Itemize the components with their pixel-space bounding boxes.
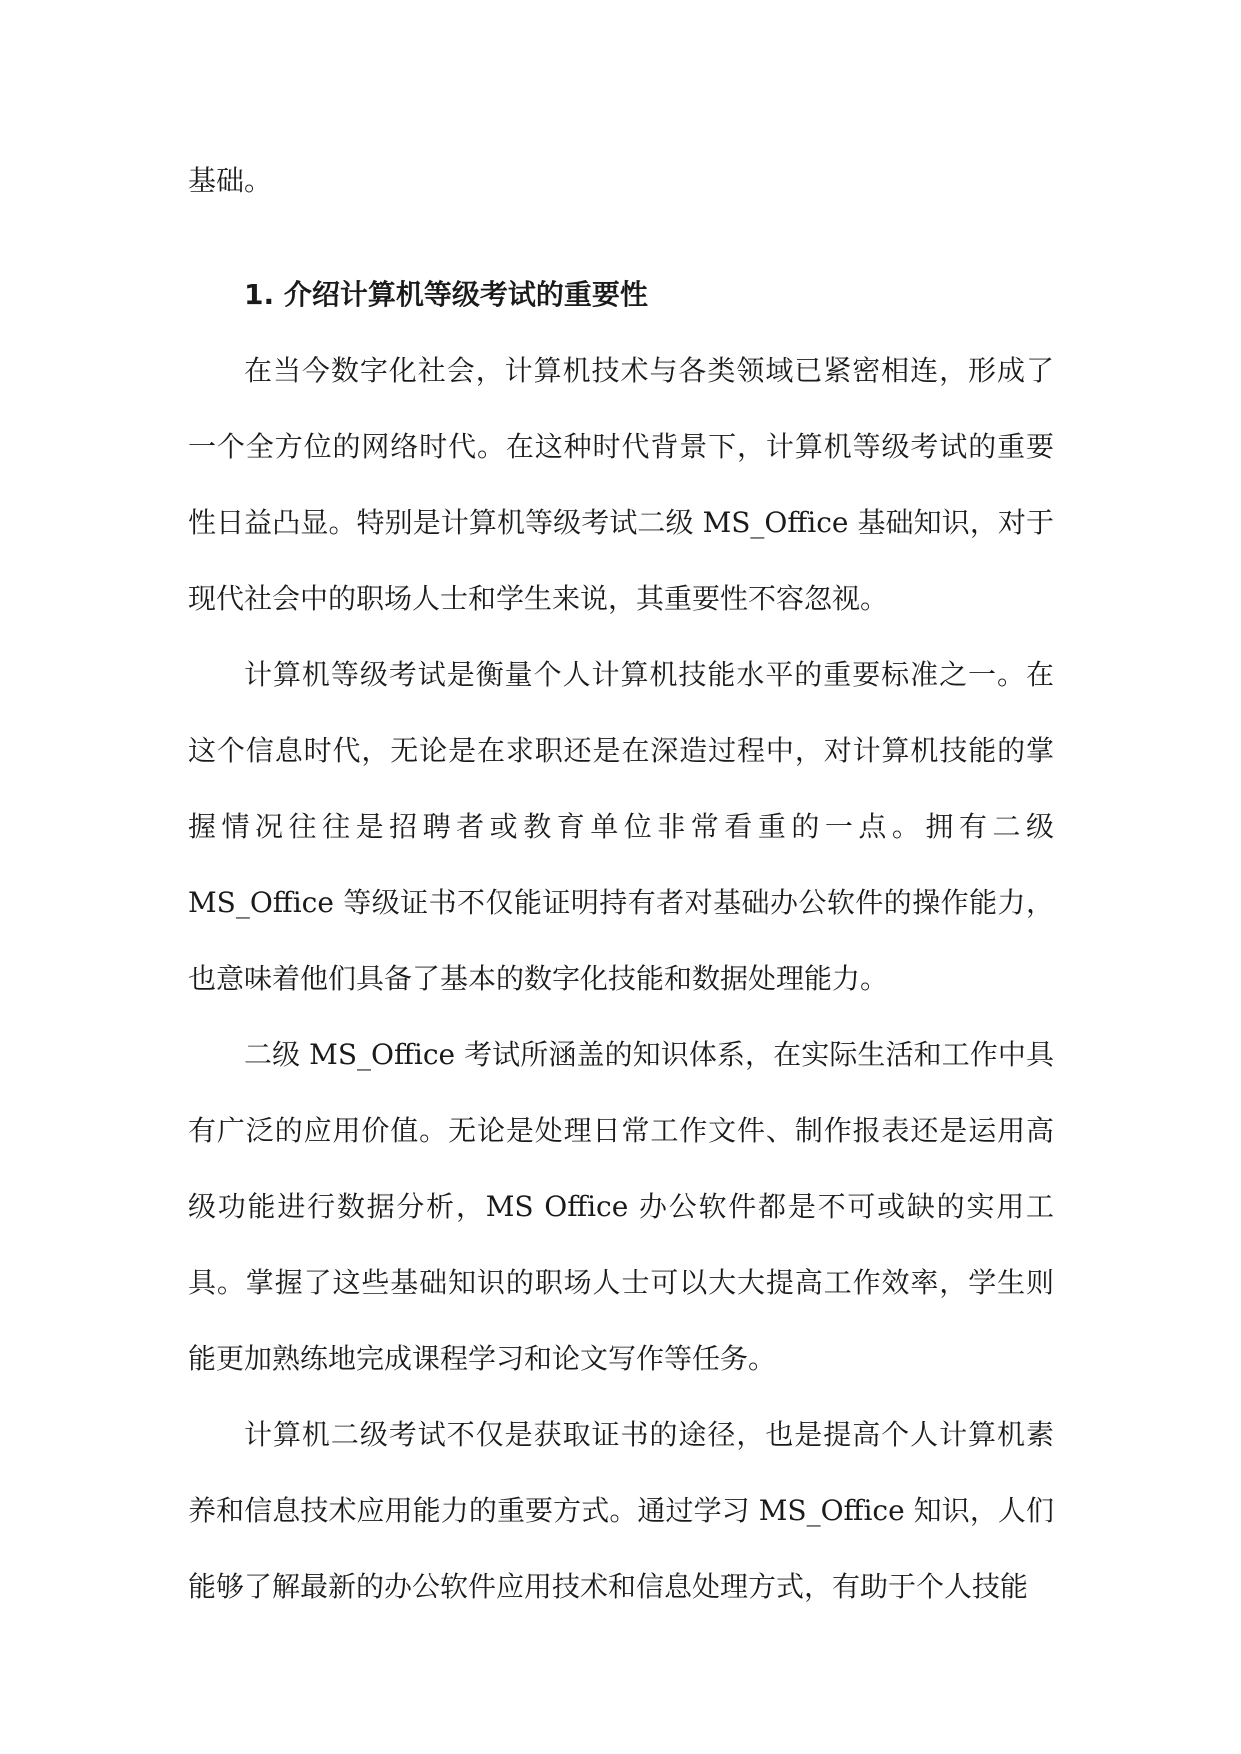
paragraph-2: 计算机等级考试是衡量个人计算机技能水平的重要标准之一。在这个信息时代，无论是在求职还是在深造过程中，对计算机技能的掌握情况往往是招聘者或教育单位非常看重的一点。拥有二级 MS_Office 等级证书不仅能证明持有者对基础办公软件的操作能力，也意味着他们具备了基本的数字化技能和数据处理能力。 <box>188 658 1054 995</box>
paragraph-3: 二级 MS_Office 考试所涵盖的知识体系，在实际生活和工作中具有广泛的应用价值。无论是处理日常工作文件、制作报表还是运用高级功能进行数据分析，MS Office 办公软件都是不可或缺的实用工具。掌握了这些基础知识的职场人士可以大大提高工作效率，学生则能更加熟练地完成课程学习和论文写作等任务。 <box>188 1038 1054 1375</box>
paragraph-1: 在当今数字化社会，计算机技术与各类领域已紧密相连，形成了一个全方位的网络时代。在这种时代背景下，计算机等级考试的重要性日益凸显。特别是计算机等级考试二级 MS_Office 基础知识，对于现代社会中的职场人士和学生来说，其重要性不容忽视。 <box>188 354 1054 615</box>
continuation-text: 基础。 <box>188 164 273 197</box>
document-body <box>188 143 1054 1625</box>
paragraph-4: 计算机二级考试不仅是获取证书的途径，也是提高个人计算机素养和信息技术应用能力的重要方式。通过学习 MS_Office 知识，人们能够了解最新的办公软件应用技术和信息处理方式，有助于个人技能 <box>188 1418 1054 1603</box>
section-heading: 1. 介绍计算机等级考试的重要性 <box>244 278 648 311</box>
